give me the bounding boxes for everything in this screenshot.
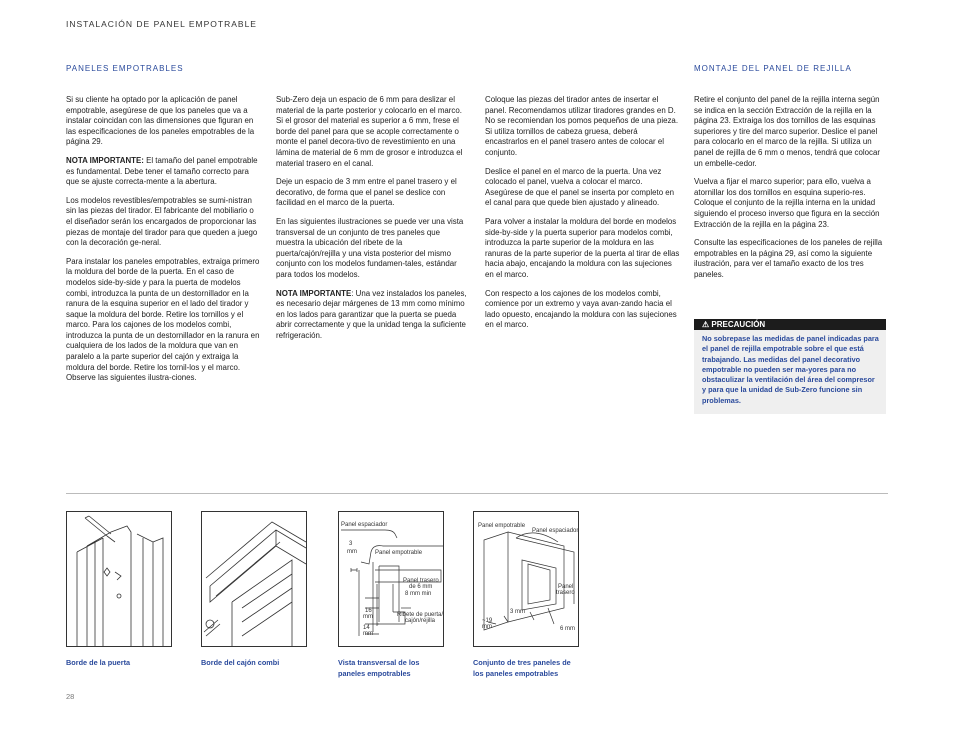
- label-mm: mm: [482, 624, 492, 630]
- panel-assembly-diagram: [474, 512, 578, 646]
- text-column-4: [694, 95, 888, 289]
- door-edge-illustration: [67, 512, 171, 646]
- warning-triangle-icon: ⚠: [702, 320, 710, 329]
- caution-box: [694, 319, 886, 414]
- caution-title: PRECAUCIÓN: [711, 320, 766, 329]
- paragraph: Consulte las especificaciones de los paneles de rejilla empotrables en la página 29, así como la siguiente ilustración, para ver el tamaño exacto de los tres paneles.: [694, 238, 883, 279]
- figure-panel-assembly: [473, 511, 579, 647]
- note-text: El tamaño del panel empotrable es fundamental. Debe tener el tamaño correcto para que se ajuste correcta-mente a la abertura.: [66, 155, 258, 187]
- text-column-2: [276, 95, 468, 349]
- page-number: 28: [66, 692, 75, 701]
- paragraph: Para volver a instalar la moldura del borde en modelos side-by-side y la puerta superior para modelos combi, introduzca la parte superior de la moldura en las ranuras de la parte superior de la puerta al tirar de ellas hacia abajo, encajando la moldura con las sujeciones en el marco.: [485, 216, 680, 279]
- label-mm2: mm: [363, 614, 373, 620]
- paragraph: [66, 156, 262, 188]
- label-trim1: Ribete de puerta/: [397, 612, 443, 618]
- divider: [66, 493, 888, 494]
- paragraph: [276, 289, 468, 342]
- figure-door-edge: [66, 511, 172, 647]
- paragraph: Deje un espacio de 3 mm entre el panel trasero y el decorativo, de forma que el panel se deslice con facilidad en el marco de la puerta.: [276, 177, 457, 208]
- label-fourteen: 14: [363, 625, 370, 631]
- caption-cross-section: Vista transversal de los paneles empotrables: [338, 658, 420, 678]
- drawer-edge-illustration: [202, 512, 306, 646]
- paragraph: Retire el conjunto del panel de la rejilla interna según se indica en la sección Extracción de la rejilla en la página 23. Extraiga los dos tornillos de las esquinas superiores y tire del marco superior. Deslice el panel para colocarlo en el marco de la rejilla. Si utiliza un panel de rejilla de 6 mm o menos, tendrá que colocar un embelle-cedor.: [694, 95, 880, 168]
- paragraph: Si su cliente ha optado por la aplicación de panel empotrable, asegúrese de que los paneles que va a instalar coincidan con las dimensiones que figuran en las especificaciones de los paneles empotrables de la página 29.: [66, 95, 255, 147]
- label-three: 3: [349, 541, 353, 547]
- caption-panel-assembly: Conjunto de tres paneles de los paneles empotrables: [473, 658, 571, 678]
- paragraph: Deslice el panel en el marco de la puerta. Una vez colocado el panel, vuelva a colocar el marco. Asegúrese de que el panel se inserta por completo en el canal para que quede bien ajustado y alineado.: [485, 166, 675, 208]
- paragraph: Vuelva a fijar el marco superior; para ello, vuelva a atornillar los dos tornillos en esquina superio-res. Coloque el conjunto de la rejilla interna en la unidad siguiendo el proceso inverso que figura en la sección Extracción de la rejilla en la página 23.: [694, 177, 880, 229]
- paragraph: En las siguientes ilustraciones se puede ver una vista transversal de un conjunto de tres paneles que muestra la ubicación del ribete de la puerta/cajón/rejilla y una vista posterior del mismo conjunto con los modelos fundamen-tales, estándar para todos los modelos.: [276, 216, 464, 279]
- label-spacer: Panel espaciador: [532, 528, 578, 534]
- paragraph: Para instalar los paneles empotrables, extraiga primero la moldura del borde de la puerta. En el caso de modelos side-by-side y para la puerta de modelos combi, introduzca la punta de un destornillador en la ranura de la esquina superior en el lado del tirador y saque la moldura del borde. Retire los tornillos y el marco. Para los cajones de los modelos combi, introduzca la punta de un destornillador en la ranura en cualquiera de los lados de la moldura que van en paralelo a la parte superior del cajón y extraiga la moldura del borde. Retire los tornil-los y el marco. Observe las siguientes ilustra-ciones.: [66, 256, 260, 383]
- paragraph: Los modelos revestibles/empotrables se sumi-nistran sin las piezas del tirador. El fabricante del mobiliario o el diseñador serán los encargados de proporcionar las piezas de montaje del tirador para que queden a juego con la decoración ge-neral.: [66, 195, 258, 248]
- paragraph: Con respecto a los cajones de los modelos combi, comience por un extremo y vaya avan-zando hacia el lado opuesto, encajando la moldura con las sujeciones en el marco.: [485, 288, 677, 330]
- note-text: : Una vez instalados los paneles, es necesario dejar márgenes de 13 mm como mínimo en los lados para garantizar que la puerta se pueda abrir correctamente y que la unidad tenga la suficiente refrigeración.: [276, 288, 467, 340]
- label-six-mm: 6 mm: [560, 626, 575, 632]
- section-title-rejilla: MONTAJE DEL PANEL DE REJILLA: [694, 64, 852, 73]
- caution-text: No sobrepase las medidas de panel indicadas para el panel de rejilla empotrable sobre el que está trabajando. Las medidas del panel decorativo empotrable no pueden ser ma-yores para no obstaculizar la ventilación del área del compresor y para que la unidad de Sub-Zero funcione sin problemas.: [702, 334, 879, 405]
- figure-cross-section: [338, 511, 444, 647]
- label-nineteen: ~19: [482, 618, 493, 624]
- label-mm: mm: [347, 549, 357, 555]
- label-spacer: Panel espaciador: [341, 522, 388, 528]
- label-back2: trasero: [556, 590, 575, 596]
- section-title-paneles: PANELES EMPOTRABLES: [66, 64, 184, 73]
- label-sixteen: 16: [365, 608, 372, 614]
- label-back2: de 6 mm: [409, 584, 433, 590]
- figure-drawer-edge: [201, 511, 307, 647]
- text-column-1: [66, 95, 262, 392]
- caution-header: [694, 319, 886, 330]
- caption-door-edge: Borde de la puerta: [66, 658, 131, 667]
- label-decorative: Panel empotrable: [478, 523, 526, 529]
- note-label: NOTA IMPORTANTE:: [66, 155, 144, 165]
- paragraph: Coloque las piezas del tirador antes de insertar el panel. Recomendamos utilizar tiradores grandes en D. No se recomiendan los pomos pequeños de una pieza. Si utiliza tornillos de cabeza gruesa, deberá encastrarlos en el panel trasero antes de colocar el conjunto.: [485, 95, 679, 157]
- label-decorative: Panel empotrable: [375, 550, 423, 556]
- caption-drawer-edge: Borde del cajón combi: [201, 658, 280, 667]
- paragraph: Sub-Zero deja un espacio de 6 mm para deslizar el material de la parte posterior y colocarlo en el marco. Si el grosor del material es superior a 6 mm, frese el borde del panel para que se acople correctamente o monte el panel decora-tivo de revestimiento en una lámina de material de 6 mm de grosor e introduzca el material trasero en el canal.: [276, 95, 463, 168]
- cross-section-diagram: [339, 512, 443, 646]
- note-label: NOTA IMPORTANTE: [276, 288, 352, 298]
- label-back1: Panel: [558, 584, 574, 590]
- page-header: INSTALACIÓN DE PANEL EMPOTRABLE: [66, 19, 257, 29]
- label-mm3: mm: [363, 631, 373, 637]
- label-back3: 8 mm min: [405, 591, 432, 597]
- label-back1: Panel trasero: [403, 578, 439, 584]
- label-three-mm: 3 mm: [510, 609, 525, 615]
- label-trim2: cajón/rejilla: [405, 618, 436, 624]
- text-column-3: [485, 95, 681, 339]
